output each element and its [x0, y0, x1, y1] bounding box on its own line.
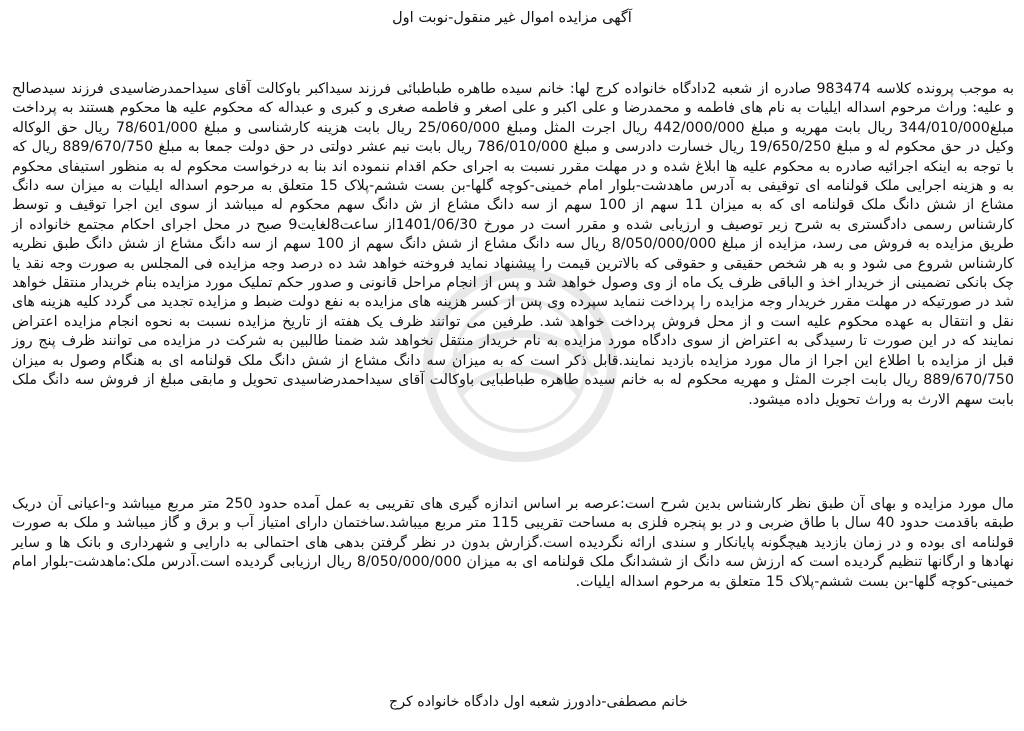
- notice-title: آگهی مزایده اموال غیر منقول-نوبت اول: [392, 10, 632, 26]
- notice-paragraph-1: به موجب پرونده کلاسه 983474 صادره از شعبه 2دادگاه خانواده کرج لها: خانم سیده طاهره طباطبائی فرزند سیداکبر باوکالت آقای سیداحمدرضاسیدی فرزند سیدصالح و علیه: وراث مرحوم اسداله ایلیات به نام های فاطمه و محمدرضا و علی اکبر و علی اصغر و فاطمه صغری و کبری و عبداله که محکوم علیه ها محکوم هستند به پرداخت مبلغ344/010/000 ریال بابت مهریه و مبلغ 442/000/000 ریال اجرت المثل ومبلغ 25/060/000 ریال بابت هزینه کارشناسی و مبلغ 78/601/000 ریال حق الوکاله وکیل در حق محکوم له و مبلغ 19/650/250 ریال خسارت دادرسی و مبلغ 786/010/000 ریال بابت نیم عشر دولتی در حق دولت جمعا به مبلغ 889/670/750 ریال که با توجه به اینکه اجرائیه صادره به محکوم علیه ها ابلاغ شده و در مهلت مقرر نسبت به اجرای حکم اقدام ننموده اند بنا به درخواست محکوم له به منظور استیفای محکوم به و هزینه اجرایی ملک قولنامه ای توقیفی به آدرس ماهدشت-بلوار امام خمینی-کوچه گلها-بن بست ششم-پلاک 15 متعلق به مرحوم اسداله ایلیات به میزان سه دانگ مشاع از شش دانگ ملک قولنامه ای که به میزان 11 سهم از 100 سهم از سه دانگ مشاع از ش دانگ سهم محکوم له میباشد از سوی این اجرا توقیف و توسط کارشناس رسمی دادگستری به شرح زیر توصیف و ارزیابی شده و مقرر است در مورخ 1401/06/30از ساعت8لغایت9 صبح در محل اجرای احکام مجتمع خانواده از طریق مزایده به فروش می رسد، مزایده از مبلغ 8/050/000/000 ریال سه دانگ مشاع از شش دانگ سهم از 100 سهم از سه دانگ مشاع از شش دانگ طبق نظریه کارشناس شروع می شود و به هر شخص حقیقی و حقوقی که بالاترین قیمت را پیشنهاد نماید فروخته خواهد شد ده درصد وجه مزایده فی المجلس به صورت وجه نقد یا چک بانکی تضمینی از خریدار اخذ و الباقی ظرف یک ماه از وی وصول خواهد شد و پس از انجام مراحل قانونی و صدور حکم تملیک مورد مزایده بنام خریدار منتقل خواهد شد در صورتیکه در مهلت مقرر خریدار وجه مزایده را پرداخت ننماید سپرده وی پس از کسر هزینه های مزایده به نفع دولت ضبط و مزایده تجدید می گردد کلیه هزینه های نقل و انتقال به عهده محکوم علیه است و از محل فروش پرداخت خواهد شد. طرفین می توانند ظرف یک هفته از تاریخ مزایده نسبت به نحوه انجام مزایده اعتراض نمایند که در این صورت تا رسیدگی به اعتراض از سوی دادگاه مورد مزایده به نام خریدار منتقل نخواهد شد ضمنا طالبین به شرکت در مزایده می توانند ظرف پنج روز قبل از مزایده با اطلاع این اجرا از مال مورد مزایده بازدید نمایند.قابل ذکر است که به میزان سه دانگ مشاع از شش دانگ ملک قولنامه ای به هنگام وصول به میزان 889/670/750 ریال بابت اجرت المثل و مهریه محکوم له به خانم سیده طاهره طباطبایی باوکالت آقای سیداحمدرضاسیدی تحویل و مابقی مبلغ از فروش سه دانگ ملک بابت سهم الارث به وراث تحویل داده میشود.: [12, 81, 1014, 408]
- issuer-signature-line: خانم مصطفی-دادورز شعبه اول دادگاه خانواده کرج: [389, 694, 688, 710]
- notice-paragraph-2: مال مورد مزایده و بهای آن طبق نظر کارشناس بدین شرح است:عرصه بر اساس اندازه گیری های تقریبی به عمل آمده حدود 250 متر مربع میباشد و-اعیانی آن دریک طبقه باقدمت حدود 40 سال با طاق ضربی و در بو پنجره فلزی به مساحت تقریبی 115 متر مربع میباشد.ساختمان دارای امتیاز آب و برق و گاز میباشد و ملک به صورت قولنامه ای بوده و در زمان بازدید هیچگونه پایانکار و سندی ارائه نگردیده است.گزارش بدون در نظر گرفتن بدهی های احتمالی به دارایی و شهرداری و بانک ها و سایر نهادها و ارگانها تنظیم گردیده است که ارزش سه دانگ از ششدانگ ملک قولنامه ای به میزان 8/050/000/000 ریال ارزیابی گردیده است.آدرس ملک:ماهدشت-بلوار امام خمینی-کوچه گلها-بن بست ششم-پلاک 15 متعلق به مرحوم اسداله ایلیات.: [12, 496, 1015, 590]
